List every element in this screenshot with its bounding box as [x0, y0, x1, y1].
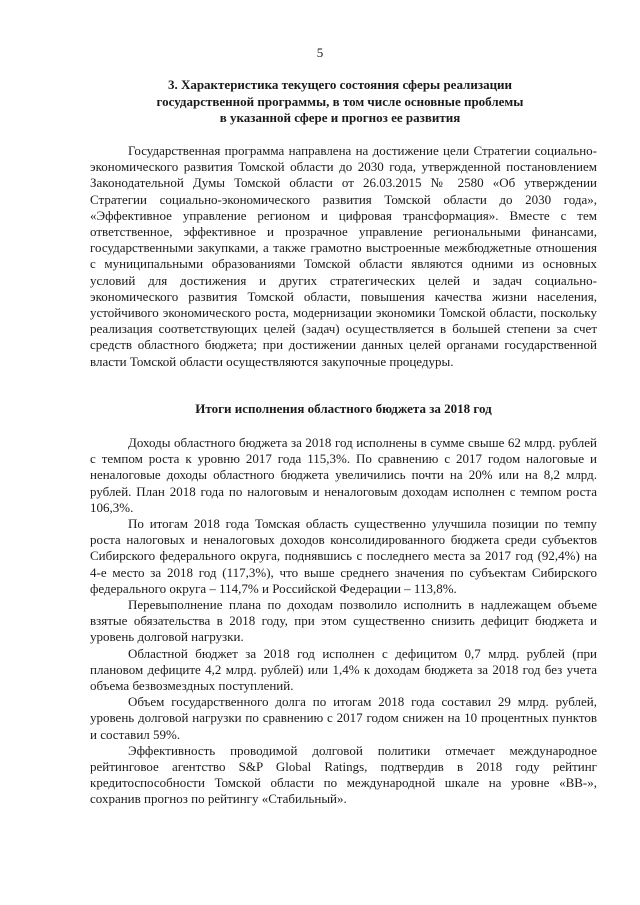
intro-block: [90, 143, 597, 370]
page-number: 5: [316, 45, 324, 60]
section-title-line: 3. Характеристика текущего состояния сферы реализации: [167, 77, 513, 92]
body-paragraph: Областной бюджет за 2018 год исполнен с дефицитом 0,7 млрд. рублей (при плановом дефиците 4,2 млрд. рублей) или 1,4% к доходам бюджета за 2018 год без учета объема безвозмездных поступлений.: [90, 645, 597, 694]
section-title-line: в указанной сфере и прогноз ее развития: [219, 110, 461, 125]
body-paragraph: По итогам 2018 года Томская область существенно улучшила позиции по темпу роста налоговых и неналоговых доходов консолидированного бюджета среди субъектов Сибирского федерального округа, поднявшись с последнего места за 2017 год (92,4%) на 4-е место за 2018 год (117,3%), что выше среднего значения по субъектам Сибирского федерального округа – 114,7% и Российской Федерации – 113,8%.: [90, 516, 597, 596]
body-paragraph: Объем государственного долга по итогам 2018 года составил 29 млрд. рублей, уровень долговой нагрузки по сравнению с 2017 годом снижен на 10 процентных пунктов и составил 59%.: [90, 694, 597, 742]
section-title-line: государственной программы, в том числе основные проблемы: [156, 93, 524, 109]
section-title: [90, 77, 590, 127]
intro-paragraph: Государственная программа направлена на достижение цели Стратегии социально-экономического развития Томской области до 2030 года, утвержденной постановлением Законодательной Думы Томской области от 26.03.2015 № 2580 «Об утверждении Стратегии социально-экономического развития Томской области до 2030 года», «Эффективное управление регионом и цифровая трансформация». Вместе с тем ответственное, эффективное и прозрачное управление региональными финансами, государственными закупками, а также грамотно выстроенные межбюджетные отношения с муниципальными образованиями Томской области являются одними из основных условий для достижения и других стратегических целей и задач социально-экономического развития Томской области, повышения качества жизни населения, устойчивого экономического роста, модернизации экономики Томской области, поскольку реализация соответствующих целей (задач) осуществляется в большей степени за счет средств областного бюджета; при достижении данных целей органами государственной власти Томской области осуществляются закупочные процедуры.: [90, 143, 597, 369]
body-paragraph: Доходы областного бюджета за 2018 год исполнены в сумме свыше 62 млрд. рублей с темпом роста к уровню 2017 года 115,3%. По сравнению с 2017 годом налоговые и неналоговые доходы областного бюджета увеличились почти на 20% или на 8,2 млрд. рублей. План 2018 года по налоговым и неналоговым доходам исполнен с темпом роста 106,3%.: [90, 435, 597, 515]
body-paragraph: Эффективность проводимой долговой политики отмечает международное рейтинговое агентство S&P Global Ratings, подтвердив в 2018 году рейтинг кредитоспособности Томской области по международной шкале на уровне «BB-», сохранив прогноз по рейтингу «Стабильный».: [90, 742, 597, 807]
budget-results-body: [90, 435, 597, 808]
body-paragraph: Перевыполнение плана по доходам позволило исполнить в надлежащем объеме взятые обязательства в 2018 году, при этом существенно снизить дефицит бюджета и уровень долговой нагрузки.: [90, 597, 597, 645]
budget-results-heading: Итоги исполнения областного бюджета за 2018 год: [195, 401, 492, 416]
